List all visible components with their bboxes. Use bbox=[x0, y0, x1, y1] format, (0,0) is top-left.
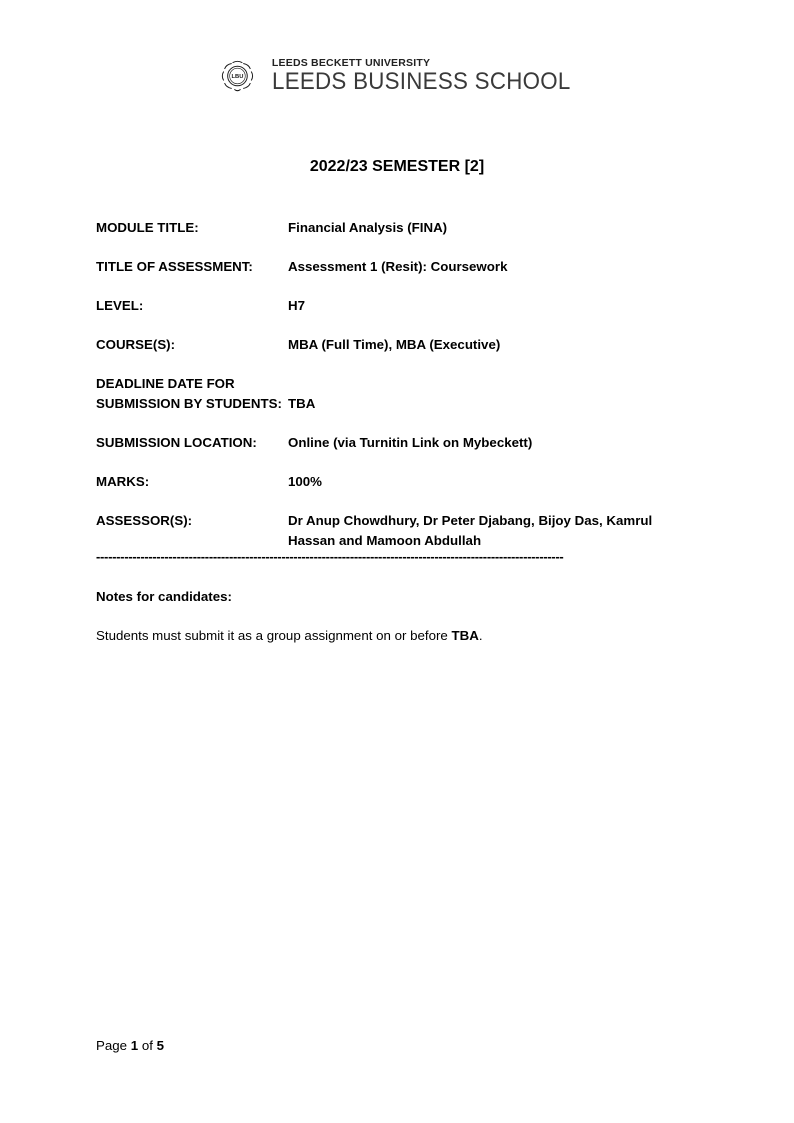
field-value: Assessment 1 (Resit): Coursework bbox=[288, 259, 508, 274]
field-label: MARKS: bbox=[96, 474, 150, 489]
field-courses bbox=[96, 335, 716, 355]
field-value: Dr Anup Chowdhury, Dr Peter Djabang, Bijoy Das, Kamrul Hassan and Mamoon Abdullah bbox=[288, 513, 653, 548]
field-submission-location bbox=[96, 433, 716, 453]
notes-body: Students must submit it as a group assignment on or before TBA. bbox=[96, 628, 483, 643]
field-label: LEVEL: bbox=[96, 298, 144, 313]
field-value: Financial Analysis (FINA) bbox=[288, 220, 448, 235]
document-title: 2022/23 SEMESTER [2] bbox=[309, 158, 485, 175]
field-label: MODULE TITLE: bbox=[96, 220, 199, 235]
rose-emblem-icon bbox=[221, 40, 254, 112]
field-module-title bbox=[96, 218, 716, 238]
university-name: LEEDS BECKETT UNIVERSITY bbox=[271, 57, 431, 69]
notes-heading: Notes for candidates: bbox=[96, 589, 232, 604]
field-deadline bbox=[96, 374, 716, 414]
field-level bbox=[96, 296, 716, 316]
field-value: MBA (Full Time), MBA (Executive) bbox=[288, 337, 501, 352]
field-marks bbox=[96, 472, 716, 492]
field-value: 100% bbox=[288, 474, 323, 489]
field-label: ASSESSOR(S): bbox=[96, 513, 193, 528]
assessment-details bbox=[96, 218, 716, 570]
university-logo bbox=[221, 40, 593, 112]
field-value: Online (via Turnitin Link on Mybeckett) bbox=[288, 435, 533, 450]
school-name: LEEDS BUSINESS SCHOOL bbox=[271, 68, 571, 95]
field-label: TITLE OF ASSESSMENT: bbox=[96, 259, 253, 274]
svg-text:LBU: LBU bbox=[231, 74, 244, 81]
field-value: H7 bbox=[288, 298, 305, 313]
page-number: Page 1 of 5 bbox=[96, 1038, 165, 1053]
field-title-of-assessment bbox=[96, 257, 716, 277]
field-label: COURSE(S): bbox=[96, 337, 176, 352]
field-label: SUBMISSION LOCATION: bbox=[96, 435, 257, 450]
field-label: DEADLINE DATE FOR SUBMISSION BY STUDENTS: bbox=[96, 376, 282, 411]
field-assessors bbox=[96, 511, 716, 551]
field-value: TBA bbox=[288, 396, 316, 411]
separator-line: -------------------------------------------------------------------------------------------------------------------- bbox=[96, 549, 564, 564]
